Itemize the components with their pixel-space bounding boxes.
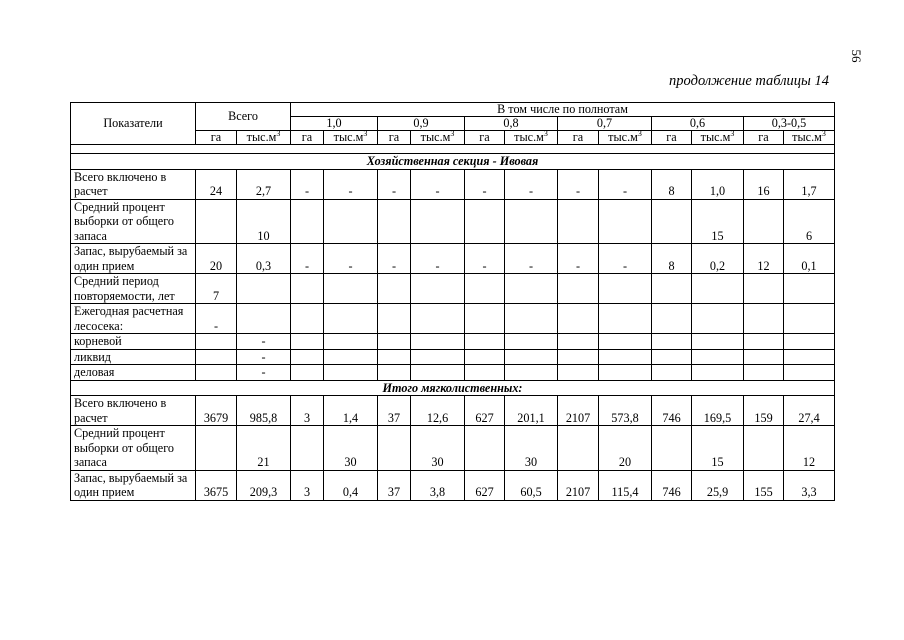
table-cell: - <box>378 244 411 274</box>
table-cell <box>652 349 692 365</box>
table-cell: - <box>505 244 558 274</box>
table-cell <box>744 274 784 304</box>
table-cell <box>599 334 652 350</box>
unit-superscript: 3 <box>637 128 642 138</box>
table-cell: - <box>558 244 599 274</box>
table-cell: 0,1 <box>784 244 835 274</box>
unit-superscript: 3 <box>276 128 281 138</box>
header-unit-volume: $тыс.м^3$ <box>411 131 465 145</box>
header-density: 0,7 <box>558 117 652 131</box>
header-unit-volume: $тыс.м^3$ <box>505 131 558 145</box>
table-cell <box>411 274 465 304</box>
table-cell: 0,4 <box>324 470 378 500</box>
table-cell <box>692 365 744 381</box>
header-total: Всего <box>196 103 291 131</box>
table-cell <box>291 274 324 304</box>
table-cell <box>692 274 744 304</box>
table-cell <box>411 199 465 244</box>
header-unit-ha: га <box>291 131 324 145</box>
table-cell <box>784 304 835 334</box>
table-cell <box>599 304 652 334</box>
table-cell: 169,5 <box>692 396 744 426</box>
table-cell: 37 <box>378 396 411 426</box>
table-cell <box>652 304 692 334</box>
table-cell: 1,0 <box>692 169 744 199</box>
table-cell: 201,1 <box>505 396 558 426</box>
section-title-row <box>71 380 835 396</box>
header-row <box>71 103 835 117</box>
table-cell <box>744 199 784 244</box>
table-cell: 30 <box>324 426 378 471</box>
unit-superscript: 3 <box>543 128 548 138</box>
header-indicators: Показатели <box>71 103 196 145</box>
table-row <box>71 426 835 471</box>
unit-superscript: 3 <box>730 128 735 138</box>
table-cell: 3675 <box>196 470 237 500</box>
table-row <box>71 349 835 365</box>
table-cell <box>465 199 505 244</box>
table-cell: 30 <box>505 426 558 471</box>
table-cell <box>692 304 744 334</box>
table-cell <box>291 334 324 350</box>
table-cell <box>196 334 237 350</box>
table-cell <box>505 334 558 350</box>
row-label: Запас, вырубаемый за один прием <box>71 244 196 274</box>
table-cell <box>237 304 291 334</box>
table-cell: 209,3 <box>237 470 291 500</box>
row-label: Ежегодная расчетная лесосека: <box>71 304 196 334</box>
header-unit-volume: $тыс.м^3$ <box>237 131 291 145</box>
table-cell: 15 <box>692 426 744 471</box>
table-cell: - <box>599 244 652 274</box>
spacer-cell <box>71 145 835 154</box>
table-cell: 15 <box>692 199 744 244</box>
table-cell <box>291 304 324 334</box>
header-density: 0,9 <box>378 117 465 131</box>
table-cell <box>784 334 835 350</box>
table-cell: 7 <box>196 274 237 304</box>
table-cell: 37 <box>378 470 411 500</box>
table-cell <box>652 426 692 471</box>
table-row <box>71 304 835 334</box>
table-cell: - <box>599 169 652 199</box>
table-cell <box>196 349 237 365</box>
table-cell <box>599 365 652 381</box>
table-row <box>71 244 835 274</box>
table-cell <box>291 199 324 244</box>
section-title: Итого мягколиственных: <box>71 380 835 396</box>
unit-superscript: 3 <box>450 128 455 138</box>
row-label: Средний период повторяемости, лет <box>71 274 196 304</box>
table-cell: 0,3 <box>237 244 291 274</box>
table-row <box>71 365 835 381</box>
header-unit-ha: га <box>652 131 692 145</box>
table-cell <box>324 274 378 304</box>
header-unit-ha: га <box>196 131 237 145</box>
header-unit-ha: га <box>558 131 599 145</box>
table-cell <box>378 426 411 471</box>
table-cell: 20 <box>599 426 652 471</box>
table-cell: 8 <box>652 169 692 199</box>
header-density: 1,0 <box>291 117 378 131</box>
table-cell: - <box>291 169 324 199</box>
table-cell: 3,8 <box>411 470 465 500</box>
table-cell <box>465 365 505 381</box>
table-cell: 159 <box>744 396 784 426</box>
table-cell: - <box>291 244 324 274</box>
table-cell <box>558 365 599 381</box>
table-cell: 6 <box>784 199 835 244</box>
table-cell: 12 <box>744 244 784 274</box>
table-cell <box>196 365 237 381</box>
table-cell: 573,8 <box>599 396 652 426</box>
table-cell <box>324 304 378 334</box>
table-cell <box>558 304 599 334</box>
table-cell: - <box>411 244 465 274</box>
table-cell <box>378 274 411 304</box>
table-cell: - <box>505 169 558 199</box>
table-cell: - <box>378 169 411 199</box>
table-cell <box>411 304 465 334</box>
table-cell <box>411 365 465 381</box>
table-cell <box>465 274 505 304</box>
header-density: 0,3-0,5 <box>744 117 835 131</box>
unit-superscript: 3 <box>821 128 826 138</box>
section-title-row <box>71 154 835 170</box>
table-cell: 30 <box>411 426 465 471</box>
table-cell <box>465 426 505 471</box>
table-cell: - <box>237 334 291 350</box>
table-cell <box>652 334 692 350</box>
spacer-row <box>71 145 835 154</box>
table-cell <box>599 199 652 244</box>
table-cell <box>505 349 558 365</box>
table-cell <box>324 349 378 365</box>
table-cell <box>378 365 411 381</box>
table-cell <box>324 199 378 244</box>
table-cell <box>291 365 324 381</box>
table-cell: 627 <box>465 396 505 426</box>
table-cell: 2107 <box>558 396 599 426</box>
table-cell <box>784 349 835 365</box>
table-cell <box>505 365 558 381</box>
table-cell <box>196 426 237 471</box>
table-row <box>71 334 835 350</box>
table-cell: - <box>465 169 505 199</box>
row-label: Всего включено в расчет <box>71 169 196 199</box>
table-cell <box>744 334 784 350</box>
row-label: корневой <box>71 334 196 350</box>
table-cell: 746 <box>652 396 692 426</box>
header-by-density: В том числе по полнотам <box>291 103 835 117</box>
table-cell <box>237 274 291 304</box>
table-cell: - <box>237 349 291 365</box>
table-cell: 25,9 <box>692 470 744 500</box>
table-cell <box>291 426 324 471</box>
table-cell <box>744 304 784 334</box>
table-cell: 0,2 <box>692 244 744 274</box>
table-cell: - <box>237 365 291 381</box>
table-cell: 115,4 <box>599 470 652 500</box>
table-cell: 16 <box>744 169 784 199</box>
table-cell <box>744 365 784 381</box>
table-cell: 985,8 <box>237 396 291 426</box>
header-density: 0,6 <box>652 117 744 131</box>
table-cell <box>599 274 652 304</box>
table-cell: 24 <box>196 169 237 199</box>
table-cell: 3,3 <box>784 470 835 500</box>
data-table <box>70 102 835 501</box>
table-cell: - <box>411 169 465 199</box>
table-cell <box>652 274 692 304</box>
table-cell <box>692 334 744 350</box>
table-cell <box>505 199 558 244</box>
page-number: 56 <box>849 49 864 63</box>
table-cell: 627 <box>465 470 505 500</box>
table-cell: 746 <box>652 470 692 500</box>
header-unit-volume: $тыс.м^3$ <box>692 131 744 145</box>
header-unit-ha: га <box>744 131 784 145</box>
table-cell: 1,7 <box>784 169 835 199</box>
table-row <box>71 169 835 199</box>
row-label: Средний процент выборки от общего запаса <box>71 426 196 471</box>
row-label: Всего включено в расчет <box>71 396 196 426</box>
table-cell <box>378 349 411 365</box>
table-cell <box>411 334 465 350</box>
table-cell <box>784 365 835 381</box>
table-cell: 21 <box>237 426 291 471</box>
header-unit-volume: $тыс.м^3$ <box>324 131 378 145</box>
header-unit-volume: $тыс.м^3$ <box>784 131 835 145</box>
table-cell: 155 <box>744 470 784 500</box>
table-cell: 12 <box>784 426 835 471</box>
table-cell <box>324 334 378 350</box>
table-cell <box>558 274 599 304</box>
table-cell <box>652 199 692 244</box>
table-cell: - <box>196 304 237 334</box>
table-cell <box>196 199 237 244</box>
table-row <box>71 274 835 304</box>
table-cell: 3679 <box>196 396 237 426</box>
table-cell <box>324 365 378 381</box>
header-unit-ha: га <box>465 131 505 145</box>
table-cell: 3 <box>291 396 324 426</box>
table-cell <box>692 349 744 365</box>
table-cell <box>599 349 652 365</box>
header-density: 0,8 <box>465 117 558 131</box>
header-unit-volume: $тыс.м^3$ <box>599 131 652 145</box>
table-cell: 20 <box>196 244 237 274</box>
table-cell <box>558 426 599 471</box>
row-label: ликвид <box>71 349 196 365</box>
table-cell <box>744 426 784 471</box>
table-cell <box>784 274 835 304</box>
table-cell <box>465 349 505 365</box>
table-cell <box>411 349 465 365</box>
table-cell: 27,4 <box>784 396 835 426</box>
table-cell: - <box>324 244 378 274</box>
header-unit-ha: га <box>378 131 411 145</box>
table-cell <box>505 304 558 334</box>
table-cell <box>465 304 505 334</box>
row-label: деловая <box>71 365 196 381</box>
table-cell <box>505 274 558 304</box>
table-cell <box>291 349 324 365</box>
table-cell: - <box>324 169 378 199</box>
table-cell <box>378 199 411 244</box>
table-cell <box>558 349 599 365</box>
row-label: Запас, вырубаемый за один прием <box>71 470 196 500</box>
table-cell <box>558 334 599 350</box>
table-cell: 2107 <box>558 470 599 500</box>
table-row <box>71 199 835 244</box>
table-cell: 10 <box>237 199 291 244</box>
table-cell: - <box>465 244 505 274</box>
section-title: Хозяйственная секция - Ивовая <box>71 154 835 170</box>
table-cell <box>378 334 411 350</box>
table-cell: 1,4 <box>324 396 378 426</box>
table-caption: продолжение таблицы 14 <box>669 73 829 89</box>
table-row <box>71 396 835 426</box>
table-cell <box>465 334 505 350</box>
table-cell: 8 <box>652 244 692 274</box>
unit-superscript: 3 <box>363 128 368 138</box>
table-row <box>71 470 835 500</box>
table-cell: 2,7 <box>237 169 291 199</box>
table-cell: - <box>558 169 599 199</box>
table-cell <box>378 304 411 334</box>
row-label: Средний процент выборки от общего запаса <box>71 199 196 244</box>
table-cell: 12,6 <box>411 396 465 426</box>
table-cell: 3 <box>291 470 324 500</box>
table-cell <box>652 365 692 381</box>
table-cell <box>744 349 784 365</box>
table-cell: 60,5 <box>505 470 558 500</box>
table-cell <box>558 199 599 244</box>
